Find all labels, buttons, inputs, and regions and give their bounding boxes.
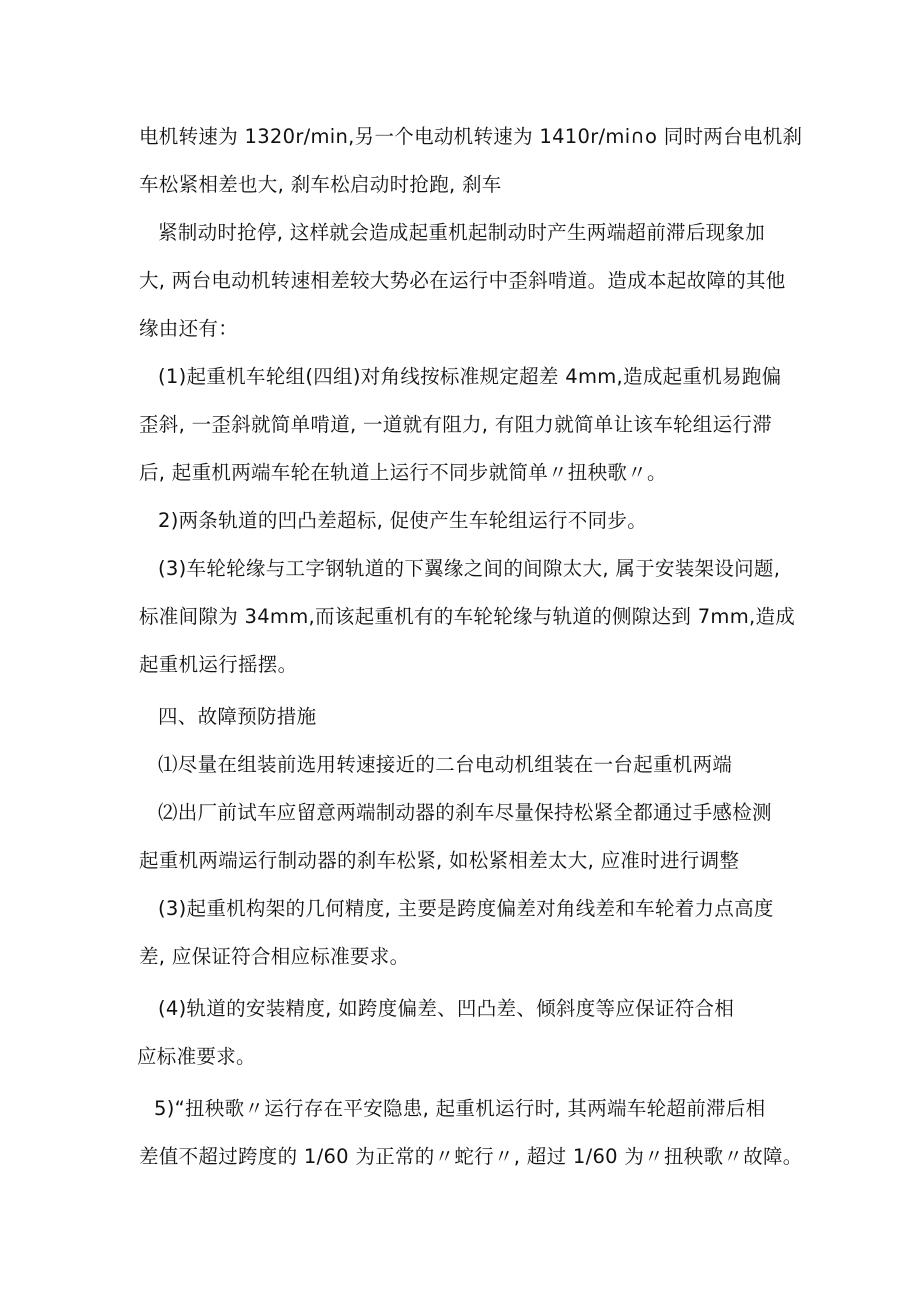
text-line: 标准间隙为 34mm,而该起重机有的车轮轮缘与轨道的侧隙达到 7mm,造成 <box>139 605 796 628</box>
text-line: (1)起重机车轮组(四组)对角线按标准规定超差 4mm,造成起重机易跑偏 <box>158 365 782 388</box>
text-line: 差值不超过跨度的 1/60 为正常的〃蛇行〃, 超过 1/60 为〃扭秧歌〃故障。 <box>139 1145 803 1168</box>
text-line: 起重机运行摇摆。 <box>139 653 298 676</box>
text-line: 缘由还有： <box>139 317 239 340</box>
text-line: (3)车轮轮缘与工字钢轨道的下翼缘之间的间隙太大, 属于安装架设问题, <box>158 557 781 580</box>
text-line: 大, 两台电动机转速相差较大势必在运行中歪斜啃道。造成本起故障的其他 <box>139 269 786 292</box>
section-heading: 四、故障预防措施 <box>158 705 317 728</box>
text-line: 后, 起重机两端车轮在轨道上运行不同步就简单〃扭秧歌〃。 <box>139 461 667 484</box>
text-line: 电机转速为 1320r/min,另一个电动机转速为 1410r/mi∩o 同时两台电机刹 <box>139 125 803 148</box>
text-line: (4)轨道的安装精度, 如跨度偏差、凹凸差、倾斜度等应保证符合相 <box>158 997 735 1020</box>
text-line: 应标准要求。 <box>137 1045 256 1068</box>
text-line: 紧制动时抢停, 这样就会造成起重机起制动时产生两端超前滞后现象加 <box>158 221 765 244</box>
text-line: 起重机两端运行制动器的刹车松紧, 如松紧相差太大, 应准时进行调整 <box>139 849 740 872</box>
text-line: (3)起重机构架的几何精度, 主要是跨度偏差对角线差和车轮着力点高度 <box>158 897 774 920</box>
text-line: 2)两条轨道的凹凸差超标, 促使产生车轮组运行不同步。 <box>158 509 648 532</box>
text-line: 车松紧相差也大, 刹车松启动时抢跑, 刹车 <box>139 173 502 196</box>
text-line: 5)“扭秧歌〃运行存在平安隐患, 起重机运行时, 其两端车轮超前滞后相 <box>154 1097 766 1120</box>
text-line: ⑵出厂前试车应留意两端制动器的刹车尽量保持松紧全都通过手感检测 <box>158 801 772 824</box>
text-line: 差, 应保证符合相应标准要求。 <box>139 945 410 968</box>
text-line: ⑴尽量在组装前选用转速接近的二台电动机组装在一台起重机两端 <box>158 753 733 776</box>
text-line: 歪斜, 一歪斜就简单啃道, 一道就有阻力, 有阻力就简单让该车轮组运行滞 <box>139 413 772 436</box>
